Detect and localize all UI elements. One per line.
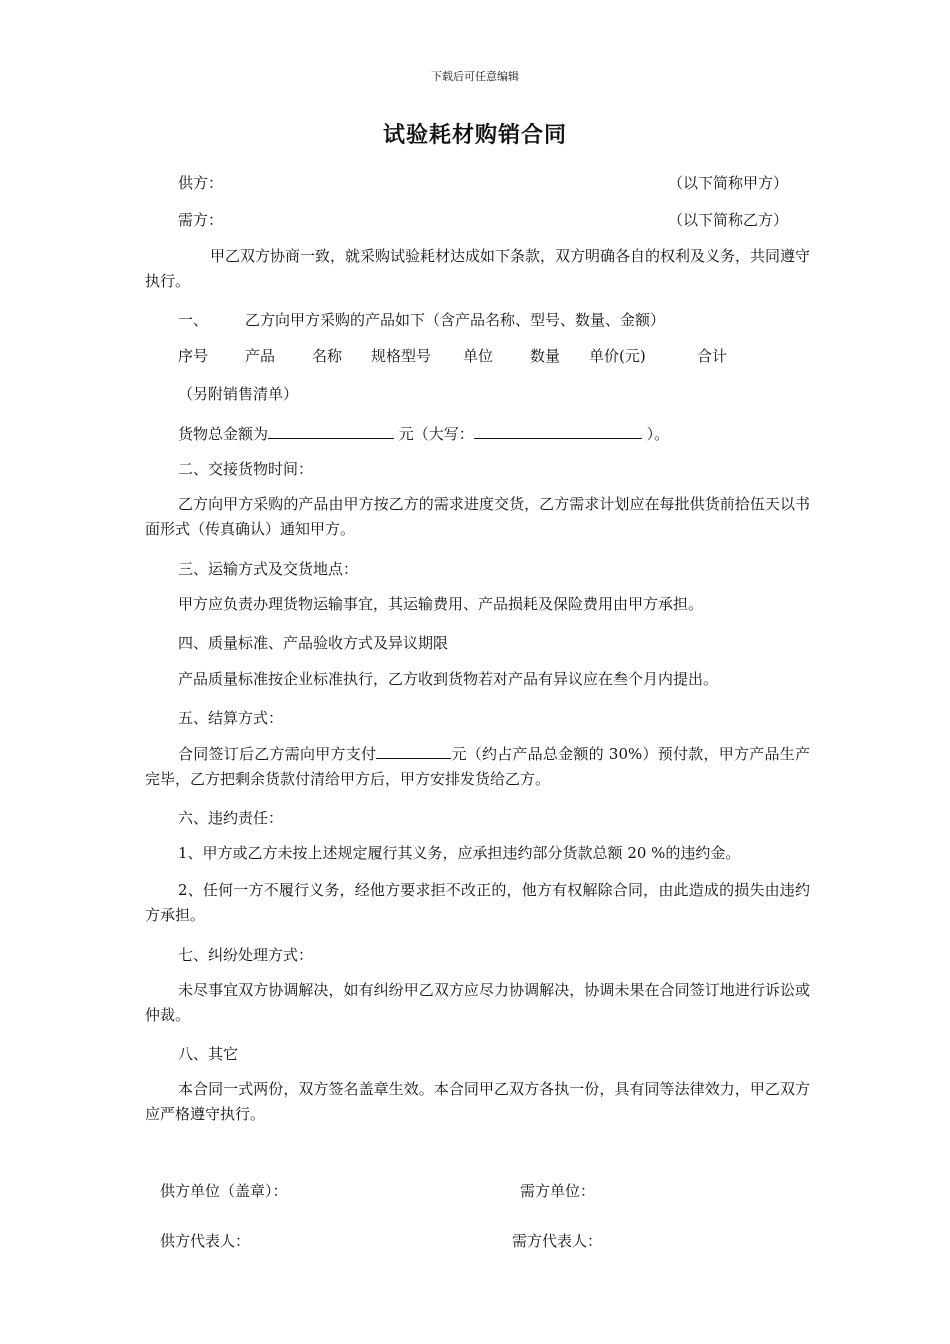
section3-heading: 三、运输方式及交货地点： — [178, 560, 359, 578]
supplier-representative: 供方代表人： — [160, 1232, 251, 1250]
total-amount-suffix: ）。 — [646, 425, 670, 443]
section7-heading: 七、纠纷处理方式： — [178, 946, 314, 964]
supplier-label: 供方： — [178, 174, 224, 192]
section8-body: 本合同一式两份，双方签名盖章生效。本合同甲乙双方各执一份，具有同等法律效力，甲乙双方应严格遵守执行。 — [145, 1080, 810, 1123]
buyer-alias: （以下简称乙方） — [668, 211, 789, 229]
section5-body — [145, 741, 810, 792]
document-title: 试验耗材购销合同 — [382, 122, 567, 148]
section4-heading: 四、质量标准、产品验收方式及异议期限 — [178, 634, 449, 652]
section7-body: 未尽事宜双方协调解决，如有纠纷甲乙双方应尽力协调解决，协调未果在合同签订地进行诉讼或仲裁。 — [145, 981, 810, 1024]
section3-body: 甲方应负责办理货物运输事宜，其运输费用、产品损耗及保险费用由甲方承担。 — [178, 595, 704, 613]
total-amount-prefix: 货物总金额为 — [178, 425, 269, 443]
buyer-unit-signature: 需方单位： — [520, 1182, 596, 1200]
sales-list-note: （另附销售清单） — [178, 385, 299, 403]
section4-body: 产品质量标准按企业标准执行，乙方收到货物若对产品有异议应在叁个月内提出。 — [178, 670, 719, 688]
section1-number: 一、 — [178, 311, 209, 329]
column-header-total: 合计 — [697, 347, 728, 365]
supplier-alias: （以下简称甲方） — [668, 174, 789, 192]
section5-body-prefix: 合同签订后乙方需向甲方支付 — [178, 745, 377, 763]
intro-paragraph: 甲乙双方协商一致，就采购试验耗材达成如下条款，双方明确各自的权利及义务，共同遵守执行。 — [145, 247, 811, 290]
buyer-label: 需方： — [178, 211, 224, 229]
column-header-unit: 单位 — [463, 347, 494, 365]
total-amount-words-blank[interactable] — [474, 421, 642, 439]
column-header-name: 名称 — [312, 347, 343, 365]
section2-body: 乙方向甲方采购的产品由甲方按乙方的需求进度交货，乙方需求计划应在每批供货前拾伍天以书面形式（传真确认）通知甲方。 — [145, 495, 810, 538]
section6-heading: 六、违约责任： — [178, 809, 284, 827]
section6-item2: 2、任何一方不履行义务，经他方要求拒不改正的，他方有权解除合同，由此造成的损失由违约方承担。 — [145, 881, 810, 924]
section5-heading: 五、结算方式： — [178, 709, 284, 727]
prepayment-blank[interactable] — [376, 741, 451, 759]
column-header-index: 序号 — [178, 347, 209, 365]
column-header-unit-price: 单价(元) — [589, 347, 646, 365]
section8-heading: 八、其它 — [178, 1045, 239, 1063]
column-header-product: 产品 — [245, 347, 276, 365]
section5-body-suffix: 元（约占产品总金额的 30%）预付款，甲方产品生产完毕，乙方把剩余货款付清给甲方后，甲方安排发货给乙方。 — [145, 745, 810, 788]
section1-heading: 乙方向甲方采购的产品如下（含产品名称、型号、数量、金额） — [245, 311, 666, 329]
header-note: 下载后可任意编辑 — [431, 70, 519, 83]
buyer-representative: 需方代表人： — [512, 1232, 603, 1250]
supplier-unit-signature: 供方单位（盖章）： — [160, 1182, 288, 1200]
total-amount-mid: 元（大写： — [398, 425, 474, 443]
section6-item1: 1、甲方或乙方未按上述规定履行其义务，应承担违约部分货款总额 20 %的违约金。 — [178, 844, 741, 862]
total-amount-blank[interactable] — [268, 421, 394, 439]
column-header-spec: 规格型号 — [371, 347, 432, 365]
column-header-quantity: 数量 — [530, 347, 561, 365]
total-amount-line — [178, 421, 669, 444]
section2-heading: 二、交接货物时间： — [178, 460, 314, 478]
